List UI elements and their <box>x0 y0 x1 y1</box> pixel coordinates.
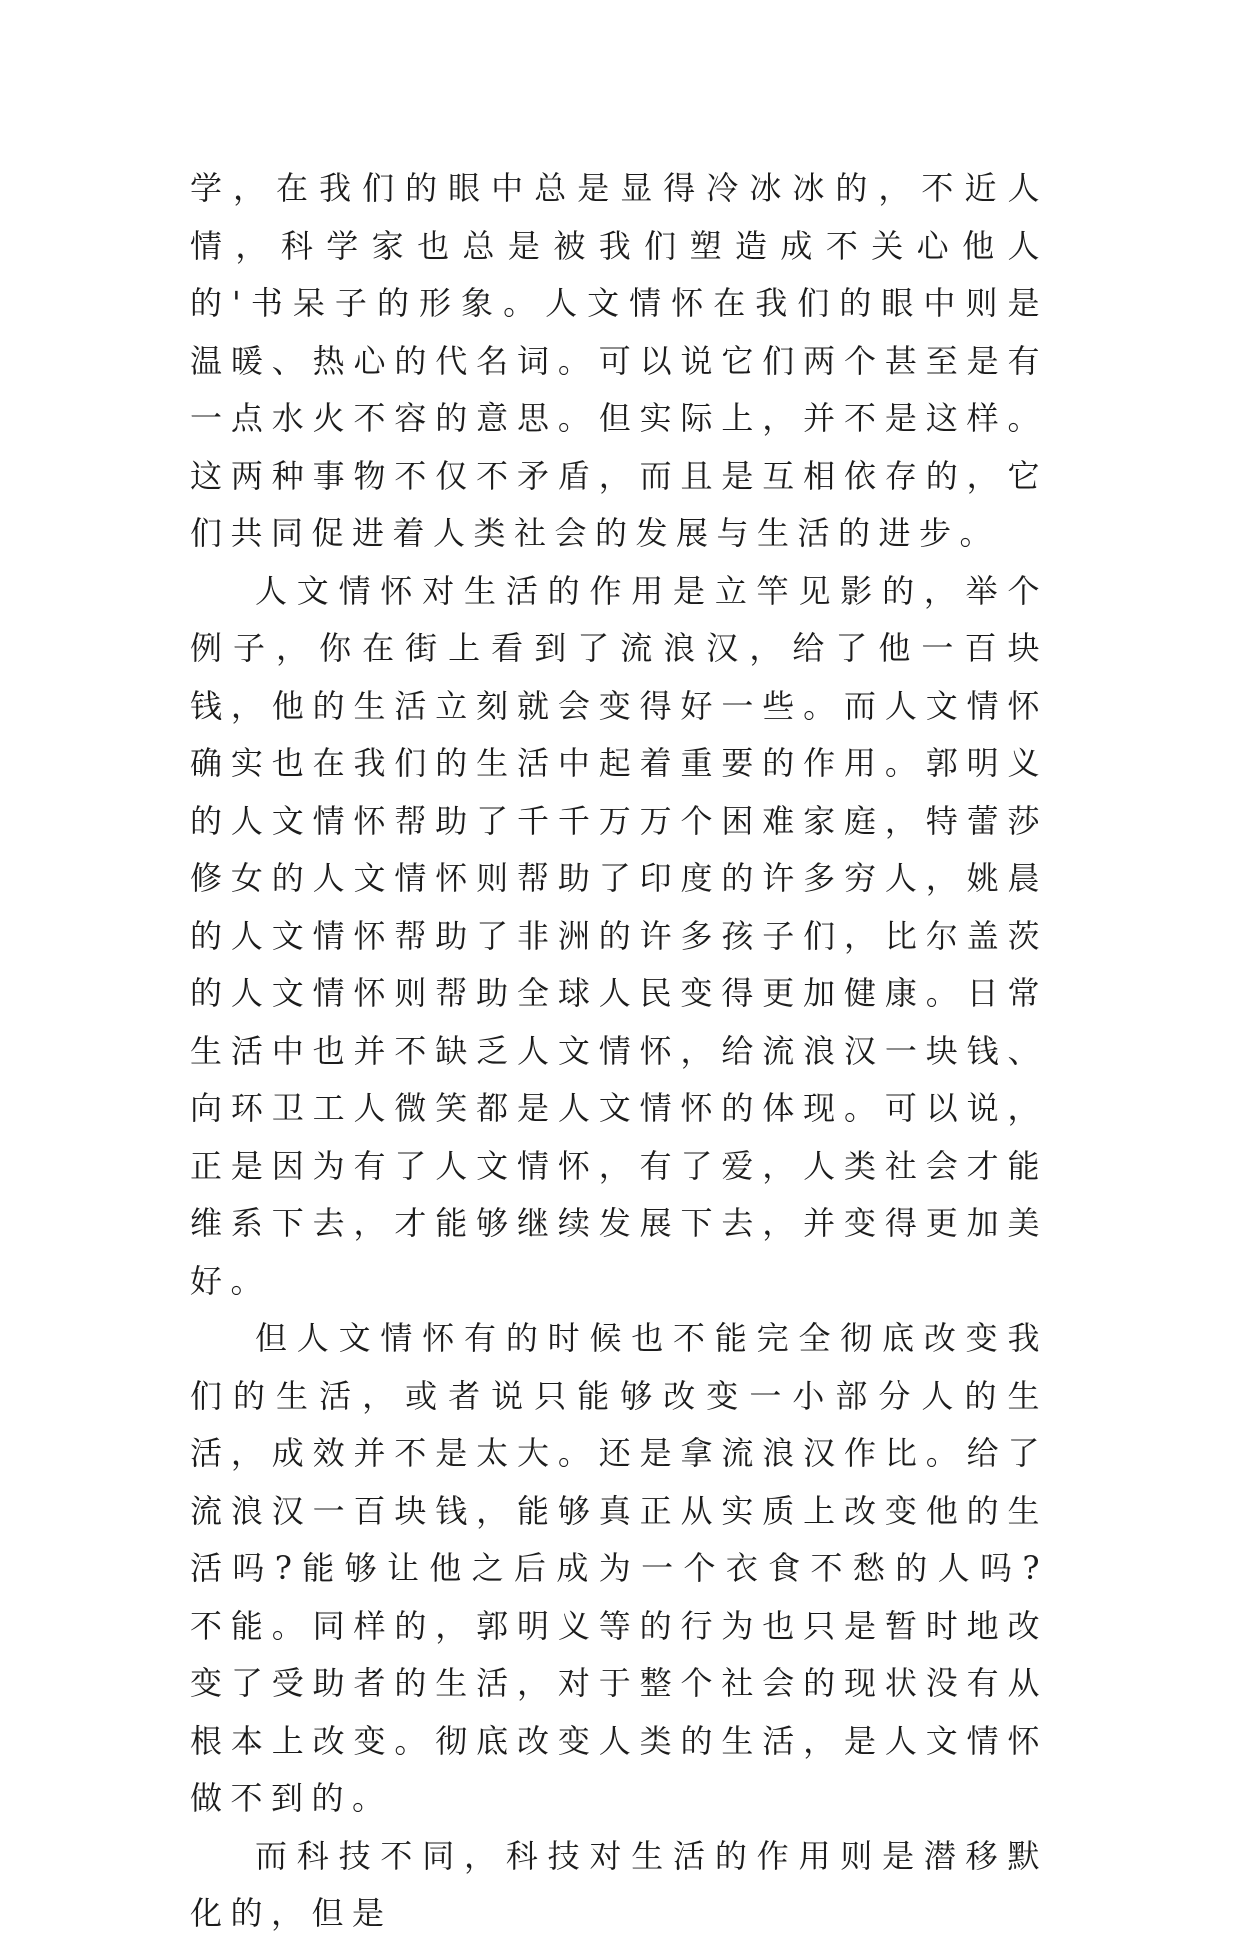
paragraph-1: 学，在我们的眼中总是显得冷冰冰的，不近人情，科学家也总是被我们塑造成不关心他人的'书呆子的形象。人文情怀在我们的眼中则是温暖、热心的代名词。可以说它们两个甚至是有一点水火不容的意思。但实际上，并不是这样。这两种事物不仅不矛盾，而且是互相依存的，它们共同促进着人类社会的发展与生活的进步。 <box>190 169 1048 552</box>
paragraph-4: 而科技不同，科技对生活的作用则是潜移默化的，但是 <box>190 1836 1048 1932</box>
paragraph-3: 但人文情怀有的时候也不能完全彻底改变我们的生活，或者说只能够改变一小部分人的生活，成效并不是太大。还是拿流浪汉作比。给了流浪汉一百块钱，能够真正从实质上改变他的生活吗?能够让他之后成为一个衣食不愁的人吗?不能。同样的，郭明义等的行为也只是暂时地改变了受助者的生活，对于整个社会的现状没有从根本上改变。彻底改变人类的生活，是人文情怀做不到的。 <box>190 1319 1048 1817</box>
paragraph-2: 人文情怀对生活的作用是立竿见影的，举个例子，你在街上看到了流浪汉，给了他一百块钱，他的生活立刻就会变得好一些。而人文情怀确实也在我们的生活中起着重要的作用。郭明义的人文情怀帮助了千千万万个困难家庭，特蕾莎修女的人文情怀则帮助了印度的许多穷人，姚晨的人文情怀帮助了非洲的许多孩子们，比尔盖茨的人文情怀则帮助全球人民变得更加健康。日常生活中也并不缺乏人文情怀，给流浪汉一块钱、向环卫工人微笑都是人文情怀的体现。可以说，正是因为有了人文情怀，有了爱，人类社会才能维系下去，才能够继续发展下去，并变得更加美好。 <box>190 571 1048 1300</box>
document-page <box>190 160 1048 1943</box>
